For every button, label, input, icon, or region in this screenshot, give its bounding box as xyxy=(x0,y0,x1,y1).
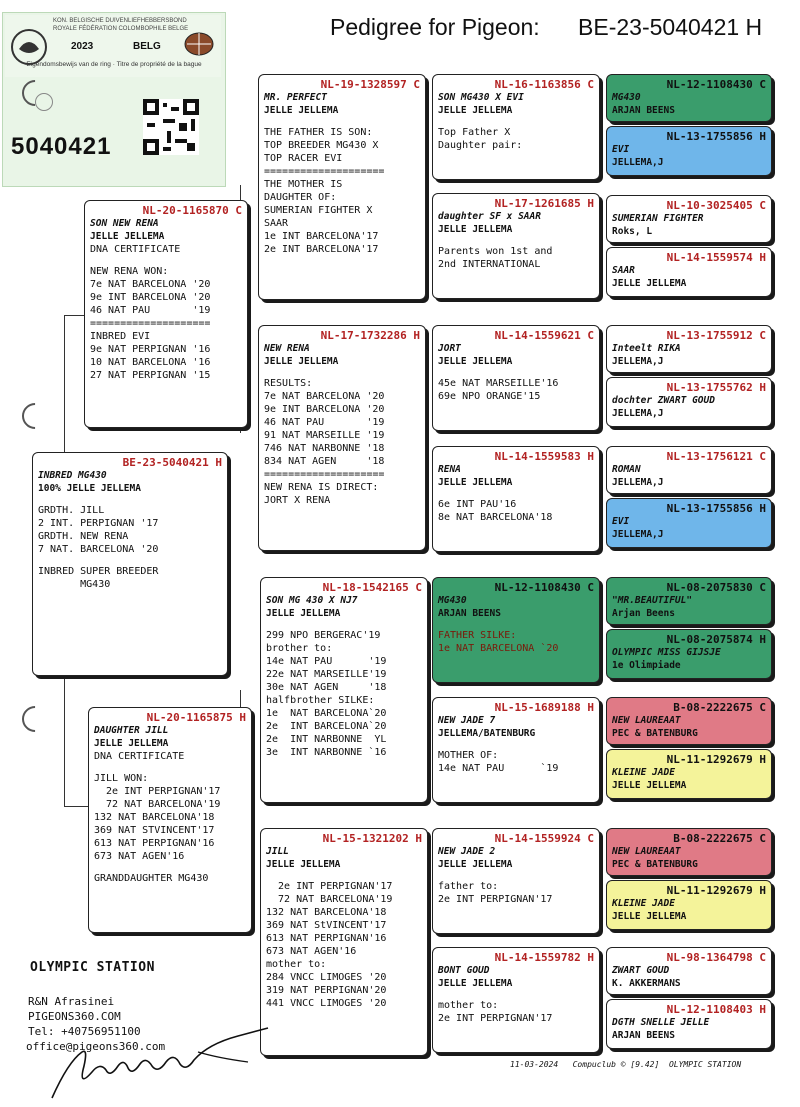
breeder-name: Roks, L xyxy=(612,226,653,237)
result-line: SAAR xyxy=(264,218,289,229)
pedigree-card-sd xyxy=(258,325,426,551)
result-line: 7 NAT. BARCELONA '20 xyxy=(38,544,159,555)
pigeon-name: JORT xyxy=(438,343,461,354)
pedigree-card-g8 xyxy=(606,498,772,548)
pedigree-card-g7 xyxy=(606,446,772,494)
ring-year: 2023 xyxy=(71,41,94,52)
pedigree-card-g10 xyxy=(606,629,772,679)
result-line: GRANDDAUGHTER MG430 xyxy=(94,873,209,884)
result-line: ==================== xyxy=(264,469,385,480)
result-line: 673 NAT AGEN'16 xyxy=(266,946,357,957)
result-line: NEW RENA WON: xyxy=(90,266,169,277)
breeder-name: JELLEMA,J xyxy=(612,529,664,540)
ring-id: NL-98-1364798 C xyxy=(666,951,766,964)
pigeon-name: EVI xyxy=(612,516,630,527)
result-line: 69e NPO ORANGE'15 xyxy=(438,391,541,402)
ring-id: NL-11-1292679 H xyxy=(666,884,766,897)
ring-id: NL-13-1756121 C xyxy=(666,450,766,463)
result-line: FATHER SILKE: xyxy=(438,630,517,641)
connector-line xyxy=(64,315,84,316)
pedigree-card-g14 xyxy=(606,880,772,930)
breeder-name: 1e Olimpiade xyxy=(612,660,681,671)
result-line: father to: xyxy=(438,881,499,892)
result-line: 2 INT. PERPIGNAN '17 xyxy=(38,518,159,529)
pedigree-card-g2 xyxy=(606,126,772,176)
spacer xyxy=(264,368,420,377)
spacer xyxy=(438,740,594,749)
result-line: MOTHER OF: xyxy=(438,750,499,761)
pigeon-name: JILL xyxy=(266,846,289,857)
result-line: 6e INT PAU'16 xyxy=(438,499,517,510)
result-line: 2e INT BARCELONA`20 xyxy=(266,721,387,732)
result-line: ==================== xyxy=(264,166,385,177)
spacer xyxy=(266,620,422,629)
connector-line xyxy=(600,600,601,660)
breeder-name: JELLE JELLEMA xyxy=(612,780,687,791)
ring-id: NL-17-1732286 H xyxy=(320,329,420,342)
breeder-name: ARJAN BEENS xyxy=(612,105,675,116)
result-line: 834 NAT AGEN '18 xyxy=(264,456,385,467)
result-line: SUMERIAN FIGHTER X xyxy=(264,205,373,216)
federation-name-nl: KON. BELGISCHE DUIVENLIEFHEBBERSBOND xyxy=(53,18,187,24)
ring-id: NL-08-2075874 H xyxy=(666,633,766,646)
result-line: 30e NAT AGEN '18 xyxy=(266,682,387,693)
result-line: MG430 xyxy=(38,579,111,590)
ring-id: NL-14-1559574 H xyxy=(666,251,766,264)
pedigree-card-dam xyxy=(88,707,252,933)
breeder-name: JELLE JELLEMA xyxy=(266,859,341,870)
result-line: 132 NAT BARCELONA'18 xyxy=(94,812,215,823)
pedigree-card-sss xyxy=(432,74,600,180)
breeder-name: JELLE JELLEMA xyxy=(438,356,513,367)
result-line: GRDTH. JILL xyxy=(38,505,105,516)
ring-id: NL-18-1542165 C xyxy=(322,581,422,594)
result-line: halfbrother SILKE: xyxy=(266,695,375,706)
federation-name-fr: ROYALE FÉDÉRATION COLOMBOPHILE BELGE xyxy=(53,26,189,32)
pedigree-card-g3 xyxy=(606,195,772,243)
result-line: DAUGHTER OF: xyxy=(264,192,337,203)
pedigree-card-sdd xyxy=(432,446,600,552)
pigeon-name: KLEINE JADE xyxy=(612,767,675,778)
breeder-name: ARJAN BEENS xyxy=(438,608,501,619)
binder-hole-icon xyxy=(17,701,54,738)
pedigree-card-g15 xyxy=(606,947,772,995)
pedigree-card-g5 xyxy=(606,325,772,373)
ring-id: BE-23-5040421 H xyxy=(122,456,222,469)
result-line: NEW RENA IS DIRECT: xyxy=(264,482,379,493)
result-line: THE FATHER IS SON: xyxy=(264,127,373,138)
spacer xyxy=(38,495,222,504)
breeder-name: JELLE JELLEMA xyxy=(90,231,165,242)
ring-id: NL-14-1559782 H xyxy=(494,951,594,964)
result-line: 369 NAT StVINCENT'17 xyxy=(266,920,387,931)
result-line: 2e INT PERPIGNAN'17 xyxy=(438,1013,553,1024)
ring-id: NL-16-1163856 C xyxy=(494,78,594,91)
result-line: 27 NAT PERPIGNAN '15 xyxy=(90,370,211,381)
signature-image xyxy=(48,1022,288,1102)
pigeon-name: MG430 xyxy=(438,595,467,606)
ring-id: NL-12-1108430 C xyxy=(666,78,766,91)
spacer xyxy=(438,117,594,126)
ring-id: NL-20-1165875 H xyxy=(146,711,246,724)
result-line: JORT X RENA xyxy=(264,495,331,506)
ring-id: NL-13-1755912 C xyxy=(666,329,766,342)
pigeon-name: DAUGHTER JILL xyxy=(94,725,169,736)
pigeon-name: MR. PERFECT xyxy=(264,92,327,103)
ring-id: NL-14-1559583 H xyxy=(494,450,594,463)
breeder-name: JELLE JELLEMA xyxy=(264,105,339,116)
breeder-name: 100% JELLE JELLEMA xyxy=(38,483,141,494)
pigeon-name: KLEINE JADE xyxy=(612,898,675,909)
ring-id: NL-14-1559621 C xyxy=(494,329,594,342)
pedigree-card-dss xyxy=(432,577,600,683)
ring-id: NL-17-1261685 H xyxy=(494,197,594,210)
result-line: 7e NAT BARCELONA '20 xyxy=(90,279,211,290)
spacer xyxy=(90,256,242,265)
pigeon-name: EVI xyxy=(612,144,630,155)
result-line: 72 NAT BARCELONA'19 xyxy=(94,799,221,810)
pedigree-card-subject xyxy=(32,452,228,676)
result-line: 46 NAT PAU '19 xyxy=(90,305,211,316)
loft-website: PIGEONS360.COM xyxy=(28,1010,121,1023)
result-line: 2e INT PERPIGNAN'17 xyxy=(438,894,553,905)
breeder-name: JELLEMA,J xyxy=(612,356,664,367)
pigeon-name: BONT GOUD xyxy=(438,965,490,976)
result-line: ==================== xyxy=(90,318,211,329)
result-line: 9e INT BARCELONA '20 xyxy=(90,292,211,303)
spacer xyxy=(264,117,420,126)
connector-line xyxy=(600,850,601,910)
result-line: TOP RACER EVI xyxy=(264,153,343,164)
pigeon-name: NEW RENA xyxy=(264,343,310,354)
connector-line xyxy=(600,970,601,1030)
spacer xyxy=(38,556,222,565)
pigeon-name: NEW JADE 2 xyxy=(438,846,496,857)
connector-line xyxy=(64,315,65,452)
result-line: 72 NAT BARCELONA'19 xyxy=(266,894,393,905)
ring-id: B-08-2222675 C xyxy=(673,832,766,845)
pedigree-card-g6 xyxy=(606,377,772,427)
result-line: 299 NPO BERGERAC'19 xyxy=(266,630,381,641)
result-line: INBRED EVI xyxy=(90,331,151,342)
result-line: THE MOTHER IS xyxy=(264,179,343,190)
result-line: 613 NAT PERPIGNAN'16 xyxy=(94,838,215,849)
ring-id: NL-12-1108430 C xyxy=(494,581,594,594)
qr-code-icon xyxy=(143,99,199,155)
connector-line xyxy=(600,225,601,285)
result-line: 3e INT NARBONNE `16 xyxy=(266,747,387,758)
pedigree-card-dsd xyxy=(432,697,600,803)
binder-hole-icon xyxy=(17,398,54,435)
pigeon-name: SON MG430 X EVI xyxy=(438,92,524,103)
pedigree-card-g9 xyxy=(606,577,772,625)
pedigree-card-g1 xyxy=(606,74,772,122)
ring-number: 5040421 xyxy=(11,133,112,160)
ring-country: BELG xyxy=(133,41,161,52)
pigeon-name: daughter SF x SAAR xyxy=(438,211,541,222)
pedigree-card-g11 xyxy=(606,697,772,745)
connector-line xyxy=(600,475,601,535)
result-line: 319 NAT PERPIGNAN'20 xyxy=(266,985,387,996)
result-line: mother to: xyxy=(266,959,327,970)
spacer xyxy=(94,763,246,772)
result-line: 1e INT BARCELONA'17 xyxy=(264,231,379,242)
pigeon-name: RENA xyxy=(438,464,461,475)
pedigree-card-ds xyxy=(260,577,428,803)
pedigree-card-ss xyxy=(258,74,426,300)
result-line: INBRED SUPER BREEDER xyxy=(38,566,159,577)
breeder-name: JELLE JELLEMA xyxy=(266,608,341,619)
result-line: mother to: xyxy=(438,1000,499,1011)
result-line: 613 NAT PERPIGNAN'16 xyxy=(266,933,387,944)
ring-id: NL-15-1321202 H xyxy=(322,832,422,845)
globe-logo-icon xyxy=(183,31,215,57)
pedigree-card-g16 xyxy=(606,999,772,1049)
loft-name: OLYMPIC STATION xyxy=(30,960,155,975)
ring-id: NL-13-1755762 H xyxy=(666,381,766,394)
pigeon-name: DGTH SNELLE JELLE xyxy=(612,1017,710,1028)
breeder-name: JELLE JELLEMA xyxy=(264,356,339,367)
ring-id: NL-12-1108403 H xyxy=(666,1003,766,1016)
ring-id: NL-08-2075830 C xyxy=(666,581,766,594)
ring-id: NL-10-3025405 C xyxy=(666,199,766,212)
result-line: 7e NAT BARCELONA '20 xyxy=(264,391,385,402)
loft-email: office@pigeons360.com xyxy=(26,1040,166,1053)
result-line: 1e NAT BARCELONA `20 xyxy=(438,643,559,654)
pigeon-name: SAAR xyxy=(612,265,635,276)
breeder-name: JELLE JELLEMA xyxy=(438,859,513,870)
breeder-name: PEC & BATENBURG xyxy=(612,728,698,739)
result-line: Daughter pair: xyxy=(438,140,523,151)
pigeon-name: ZWART GOUD xyxy=(612,965,670,976)
loft-owner: R&N Afrasinei xyxy=(28,995,115,1008)
result-line: DNA CERTIFICATE xyxy=(90,244,181,255)
breeder-name: JELLEMA/BATENBURG xyxy=(438,728,536,739)
ring-id: NL-19-1328597 C xyxy=(320,78,420,91)
ring-id: B-08-2222675 C xyxy=(673,701,766,714)
breeder-name: JELLE JELLEMA xyxy=(612,911,687,922)
result-line: JILL WON: xyxy=(94,773,149,784)
result-line: TOP BREEDER MG430 X xyxy=(264,140,379,151)
pedigree-card-g4 xyxy=(606,247,772,297)
result-line: 132 NAT BARCELONA'18 xyxy=(266,907,387,918)
loft-phone: Tel: +40756951100 xyxy=(28,1025,141,1038)
result-line: GRDTH. NEW RENA xyxy=(38,531,129,542)
ring-id: NL-14-1559924 C xyxy=(494,832,594,845)
pigeon-name: OLYMPIC MISS GIJSJE xyxy=(612,647,721,658)
pigeon-name: NEW LAUREAAT xyxy=(612,715,681,726)
result-line: 284 VNCC LIMOGES '20 xyxy=(266,972,387,983)
result-line: 673 NAT AGEN'16 xyxy=(94,851,185,862)
spacer xyxy=(438,368,594,377)
pigeon-name: MG430 xyxy=(612,92,641,103)
pigeon-name: SON NEW RENA xyxy=(90,218,159,229)
ring-id: NL-13-1755856 H xyxy=(666,130,766,143)
pigeon-name: dochter ZWART GOUD xyxy=(612,395,715,406)
result-line: 2e INT PERPIGNAN'17 xyxy=(266,881,393,892)
breeder-name: ARJAN BEENS xyxy=(612,1030,675,1041)
pigeon-name: SON MG 430 X NJ7 xyxy=(266,595,358,606)
breeder-name: JELLE JELLEMA xyxy=(94,738,169,749)
connector-line xyxy=(600,100,601,160)
result-line: 2e INT NARBONNE YL xyxy=(266,734,387,745)
result-line: 14e NAT PAU '19 xyxy=(266,656,387,667)
pigeon-name: INBRED MG430 xyxy=(38,470,107,481)
spacer xyxy=(438,620,594,629)
connector-line xyxy=(64,806,88,807)
spacer xyxy=(94,863,246,872)
spacer xyxy=(438,871,594,880)
pigeon-name: NEW JADE 7 xyxy=(438,715,496,726)
spacer xyxy=(438,489,594,498)
breeder-name: JELLE JELLEMA xyxy=(438,105,513,116)
footer-text: 11-03-2024 Compuclub © [9.42] OLYMPIC STATION xyxy=(510,1060,742,1069)
page-title: Pedigree for Pigeon: BE-23-5040421 H xyxy=(330,14,763,40)
result-line: 1e NAT BARCELONA`20 xyxy=(266,708,387,719)
result-line: Parents won 1st and xyxy=(438,246,553,257)
ring-id: NL-20-1165870 C xyxy=(142,204,242,217)
breeder-name: JELLE JELLEMA xyxy=(612,278,687,289)
spacer xyxy=(438,236,594,245)
connector-line xyxy=(600,725,601,785)
breeder-name: JELLE JELLEMA xyxy=(438,224,513,235)
pigeon-name: "MR.BEAUTIFUL" xyxy=(612,595,693,606)
pedigree-card-sire xyxy=(84,200,248,428)
pedigree-card-g13 xyxy=(606,828,772,876)
result-line: 9e NAT PERPIGNAN '16 xyxy=(90,344,211,355)
result-line: 2e INT BARCELONA'17 xyxy=(264,244,379,255)
breeder-name: JELLE JELLEMA xyxy=(438,477,513,488)
result-line: 746 NAT NARBONNE '18 xyxy=(264,443,385,454)
connector-line xyxy=(600,350,601,410)
result-line: RESULTS: xyxy=(264,378,313,389)
result-line: 45e NAT MARSEILLE'16 xyxy=(438,378,559,389)
breeder-name: PEC & BATENBURG xyxy=(612,859,698,870)
ring-id: NL-11-1292679 H xyxy=(666,753,766,766)
breeder-name: JELLEMA,J xyxy=(612,408,664,419)
result-line: brother to: xyxy=(266,643,333,654)
pigeon-name: ROMAN xyxy=(612,464,641,475)
pedigree-card-ddd xyxy=(432,947,600,1053)
connector-line xyxy=(64,676,65,806)
breeder-name: JELLEMA,J xyxy=(612,477,664,488)
ring-id: NL-13-1755856 H xyxy=(666,502,766,515)
result-line: DNA CERTIFICATE xyxy=(94,751,185,762)
pedigree-card-g12 xyxy=(606,749,772,799)
result-line: 14e NAT PAU `19 xyxy=(438,763,559,774)
result-line: 22e NAT MARSEILLE'19 xyxy=(266,669,387,680)
pigeon-name: Inteelt RIKA xyxy=(612,343,681,354)
pedigree-card-sds xyxy=(432,325,600,431)
result-line: 8e NAT BARCELONA'18 xyxy=(438,512,553,523)
pedigree-card-dds xyxy=(432,828,600,934)
pedigree-card-ssd xyxy=(432,193,600,299)
breeder-name: JELLE JELLEMA xyxy=(438,978,513,989)
result-line: 2nd INTERNATIONAL xyxy=(438,259,541,270)
result-line: 369 NAT STVINCENT'17 xyxy=(94,825,215,836)
result-line: 441 VNCC LIMOGES '20 xyxy=(266,998,387,1009)
ownership-text: Eigendomsbewijs van de ring · Titre de propriété de la bague xyxy=(26,61,202,68)
breeder-name: JELLEMA,J xyxy=(612,157,664,168)
spacer xyxy=(266,871,422,880)
breeder-name: Arjan Beens xyxy=(612,608,675,619)
result-line: 10 NAT BARCELONA '16 xyxy=(90,357,211,368)
ring-id: NL-15-1689188 H xyxy=(494,701,594,714)
result-line: 2e INT PERPIGNAN'17 xyxy=(94,786,221,797)
result-line: Top Father X xyxy=(438,127,511,138)
result-line: 9e INT BARCELONA '20 xyxy=(264,404,385,415)
result-line: 46 NAT PAU '19 xyxy=(264,417,385,428)
pigeon-name: SUMERIAN FIGHTER xyxy=(612,213,704,224)
pigeon-name: NEW LAUREAAT xyxy=(612,846,681,857)
breeder-name: K. AKKERMANS xyxy=(612,978,681,989)
spacer xyxy=(438,990,594,999)
result-line: 91 NAT MARSEILLE '19 xyxy=(264,430,385,441)
